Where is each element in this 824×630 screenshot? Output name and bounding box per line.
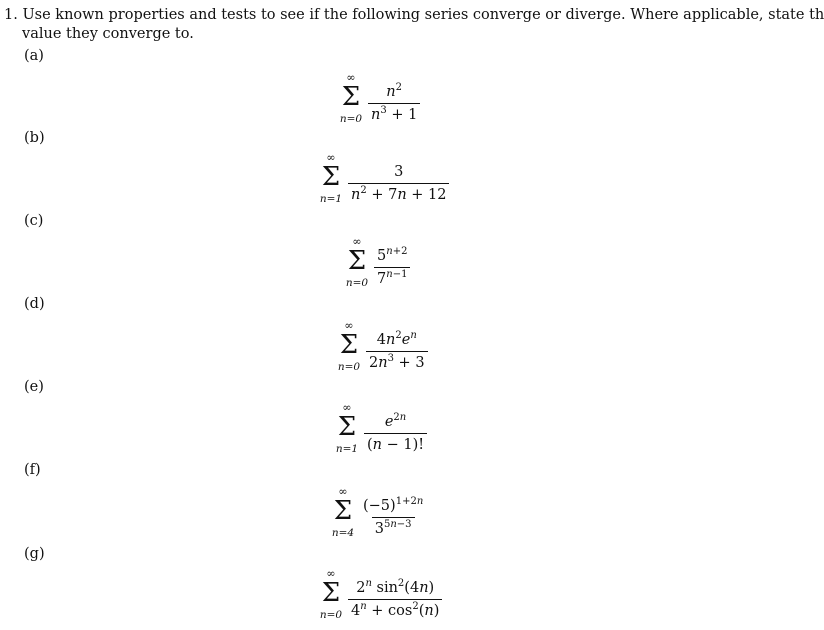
summation-d: [336, 320, 362, 382]
denominator-f: $3^{5n-3}$: [372, 517, 415, 538]
numerator-f: $(-5)^{1+2n}$: [363, 495, 424, 514]
numerator-d: $4n^2e^n$: [376, 329, 417, 348]
fraction-b: [348, 163, 449, 204]
lower-limit-g: n=0: [319, 609, 343, 621]
denominator-g: $4^n + \cos^2(n)$: [348, 599, 442, 620]
series-e: [334, 402, 427, 464]
upper-limit-a: ∞: [346, 71, 356, 84]
sigma-icon: Σ: [321, 578, 341, 608]
upper-limit-f: ∞: [338, 485, 348, 498]
lower-limit-c: n=0: [345, 277, 369, 289]
part-label-a: (a): [24, 48, 44, 64]
numerator-c: $5^{n+2}$: [377, 245, 408, 264]
summation-c: [344, 236, 370, 298]
series-a: [338, 72, 420, 134]
denominator-c: $7^{n-1}$: [374, 267, 410, 288]
denominator-e: (n − 1)!: [364, 433, 427, 454]
summation-e: [334, 402, 360, 464]
fraction-a: [368, 83, 420, 124]
upper-limit-b: ∞: [326, 151, 336, 164]
sigma-icon: Σ: [337, 412, 357, 442]
problem-statement: [4, 6, 824, 44]
sigma-icon: Σ: [321, 162, 341, 192]
sigma-icon: Σ: [341, 82, 361, 112]
numerator-b: 3: [394, 163, 404, 180]
denominator-d: $2n^3 + 3$: [366, 351, 428, 372]
upper-limit-g: ∞: [326, 567, 336, 580]
series-c: [344, 236, 410, 298]
denominator-a: $n^3 + 1$: [368, 103, 420, 124]
denominator-b: $n^2 + 7n + 12$: [348, 183, 449, 204]
part-label-f: (f): [24, 462, 41, 478]
fraction-d: [366, 331, 428, 372]
fraction-c: [374, 247, 410, 288]
series-g: [318, 568, 442, 630]
part-label-d: (d): [24, 296, 45, 312]
part-label-g: (g): [24, 546, 45, 562]
summation-a: [338, 72, 364, 134]
sigma-icon: Σ: [333, 496, 353, 526]
problem-line-1: 1. Use known properties and tests to see if the following series converge or diverge. Where applicable, state th: [4, 7, 824, 23]
numerator-e: $e^{2n}$: [384, 411, 407, 430]
lower-limit-b: n=1: [319, 193, 343, 205]
fraction-e: [364, 413, 427, 454]
series-f: [330, 486, 426, 548]
series-d: [336, 320, 428, 382]
problem-line-2: value they converge to.: [22, 26, 194, 42]
upper-limit-e: ∞: [342, 401, 352, 414]
lower-limit-d: n=0: [337, 361, 361, 373]
part-label-e: (e): [24, 379, 44, 395]
lower-limit-a: n=0: [339, 113, 363, 125]
lower-limit-e: n=1: [335, 443, 359, 455]
fraction-f: [360, 497, 426, 538]
summation-g: [318, 568, 344, 630]
numerator-g: 2$^n$ $\sin^2(4n)$: [356, 577, 435, 596]
summation-f: [330, 486, 356, 548]
fraction-g: [348, 579, 442, 620]
numerator-a: $n^2$: [386, 81, 403, 100]
series-b: [318, 152, 449, 214]
sigma-icon: Σ: [339, 330, 359, 360]
upper-limit-c: ∞: [352, 235, 362, 248]
part-label-c: (c): [24, 213, 44, 229]
sigma-icon: Σ: [347, 246, 367, 276]
part-label-b: (b): [24, 130, 45, 146]
upper-limit-d: ∞: [344, 319, 354, 332]
summation-b: [318, 152, 344, 214]
lower-limit-f: n=4: [331, 527, 355, 539]
